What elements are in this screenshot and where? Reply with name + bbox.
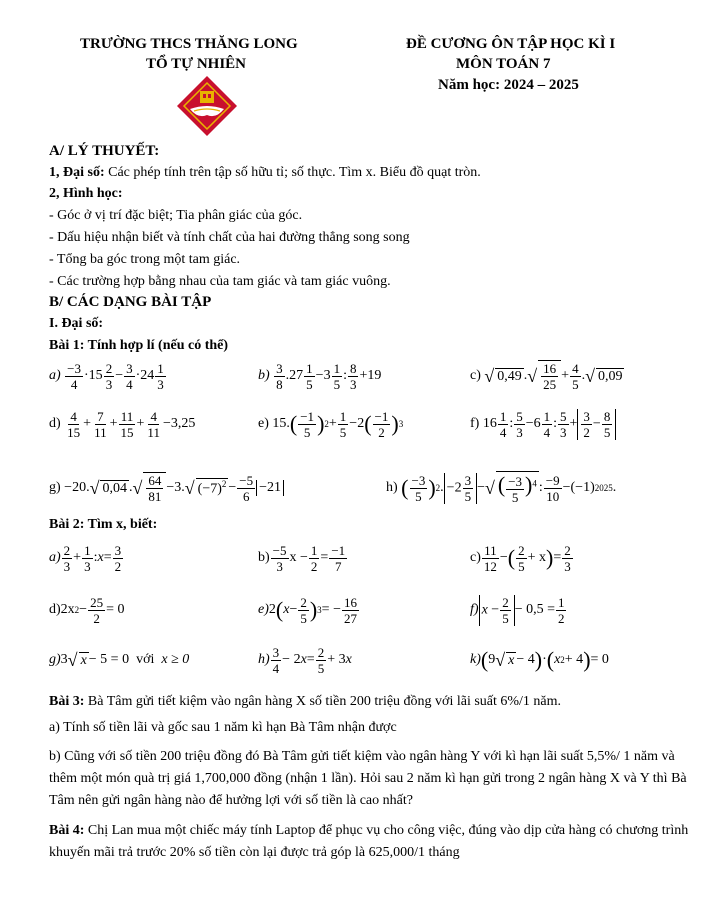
- word-voi: với: [136, 652, 155, 667]
- geometry-label: 2, Hình học:: [49, 186, 123, 201]
- bai3-label: Bài 3:: [49, 694, 85, 709]
- bai1-b: b) 3 8 .27 1 5 −3 1 5 : 8 3 +19: [258, 360, 382, 392]
- bai2-f: f) x − $\frac{2}{5}$ − 0,5 = 1 2: [470, 594, 565, 626]
- label: c): [470, 550, 481, 565]
- department-name: TỔ TỰ NHIÊN: [146, 56, 247, 72]
- bai1-c: c) √ 0,49 . √ $\frac{16}{25}$ + 4 5 . √ 0,09: [470, 360, 623, 392]
- algebra-text: Các phép tính trên tập số hữu tỉ; số thực. Tìm x. Biểu đồ quạt tròn.: [104, 165, 481, 180]
- bai2-g: g) 3 √ x − 5 = 0 với x ≥ 0: [49, 649, 190, 670]
- label: k): [470, 652, 481, 667]
- subject-title: MÔN TOÁN 7: [456, 56, 551, 72]
- bai1-d: d) 4 15 + 7 11 + 11 15 + 4 11 −3,25: [49, 408, 196, 440]
- bai1-h: h) ( −3 5 ) 2 . −2 $\frac{3}{5}$ − √ ( $\frac{-3}{5}$ )$^4$ : −9 10 −(−1) 2025 .: [386, 472, 617, 505]
- exercises-heading: B/ CÁC DẠNG BÀI TẬP: [49, 294, 212, 310]
- bai1-e: e) 15. ( −1 5 ) 2 + 1 5 −2 ( −1 2 ) 3: [258, 408, 404, 440]
- bai2-d: d) 2x 2 − 25 2 = 0: [49, 594, 125, 626]
- bai3-b: b) Cũng với số tiền 200 triệu đồng đó Bà Tâm gửi tiết kiệm vào ngân hàng Y với kì hạn lãi suất 5,5%/ 1 năm và thêm một món quà trị giá 1,700,000 đồng (nhận 1 lần). Hỏi sau 2 năm kì hạn gửi trong 2 ngân hàng X và Y thì Bà Tâm nên gửi ngân hàng nào để hưởng lợi với số tiền là cao nhất?: [49, 749, 687, 808]
- bai3-intro: [49, 694, 561, 710]
- algebra-section: I. Đại số:: [49, 316, 104, 331]
- algebra-label: 1, Đại số:: [49, 165, 105, 180]
- label: f): [470, 602, 479, 617]
- bai4: [49, 820, 689, 864]
- school-name: TRƯỜNG THCS THĂNG LONG: [80, 36, 298, 52]
- bai2-e: e) 2 ( x − 2 5 ) 3 = − 16 27: [258, 594, 357, 626]
- bai2-b: b) −5 3 x − 1 2 = −1 7: [258, 542, 346, 574]
- label: e): [258, 416, 269, 431]
- theory-item: - Dấu hiệu nhận biết và tính chất của hai đường thẳng song song: [49, 230, 410, 245]
- bai3-a: a) Tính số tiền lãi và gốc sau 1 năm kì hạn Bà Tâm nhận được: [49, 720, 397, 735]
- label: g): [49, 652, 61, 667]
- label: b): [258, 368, 270, 383]
- bai2-k: k) ( 9 √ x − 4 ) · ( x 2 + 4 ) = 0: [470, 647, 609, 672]
- label: d): [49, 416, 61, 431]
- theory-algebra: [49, 165, 481, 181]
- document-title: ĐỀ CƯƠNG ÔN TẬP HỌC KÌ I: [406, 36, 616, 52]
- label: f): [470, 416, 480, 431]
- label: c): [470, 368, 481, 383]
- bai1-a: a) −3 4 ·15 2 3 − 3 4 ·24 1 3: [49, 360, 164, 392]
- label: g): [49, 480, 61, 495]
- bai1-f: f) 16 1 4 : 5 3 −6 1 4 : 5 3 + $\frac{3}{2}$ − $\frac{8}{5}$: [470, 404, 616, 444]
- bai2-h: h) 3 4 − 2 x = 2 5 + 3 x: [258, 644, 352, 676]
- theory-item: - Các trường hợp bằng nhau của tam giác và tam giác vuông.: [49, 274, 391, 289]
- bai1-title: Bài 1: Tính hợp lí (nếu có thể): [49, 338, 229, 353]
- theory-heading: A/ LÝ THUYẾT:: [49, 143, 160, 159]
- bai4-label: Bài 4:: [49, 823, 85, 838]
- label: e): [258, 602, 269, 617]
- bai2-title: Bài 2: Tìm x, biết:: [49, 517, 158, 532]
- theory-item: - Tổng ba góc trong một tam giác.: [49, 252, 241, 267]
- label: b): [258, 550, 270, 565]
- bai3-text: Bà Tâm gửi tiết kiệm vào ngân hàng X số tiền 200 triệu đồng với lãi suất 6%/1 năm.: [84, 694, 562, 709]
- school-year: Năm học: 2024 – 2025: [438, 77, 579, 93]
- label: a): [49, 368, 61, 383]
- bai4-text: Chị Lan mua một chiếc máy tính Laptop để phục vụ cho công việc, đúng vào dịp cửa hàng có chương trình khuyến mãi trả trước 20% số tiền còn lại được trả góp là 625,000/1 tháng: [49, 823, 689, 860]
- label: d): [49, 602, 61, 617]
- bai2-a: a) 2 3 + 1 3 : x = 3 2: [49, 542, 122, 574]
- label: h): [386, 480, 398, 495]
- bai1-g: g) −20. √ 0,04 . √ $\frac{64}{81}$ −3. √ $(-7)^2$ − −5 6 −21: [49, 468, 284, 508]
- school-logo-icon: [176, 75, 238, 137]
- condition: x ≥ 0: [161, 652, 190, 667]
- label: h): [258, 652, 270, 667]
- theory-item: - Góc ở vị trí đặc biệt; Tia phân giác của góc.: [49, 208, 303, 223]
- bai2-c: c) 11 12 − ( 2 5 + x ) = 2 3: [470, 542, 571, 574]
- label: a): [49, 550, 61, 565]
